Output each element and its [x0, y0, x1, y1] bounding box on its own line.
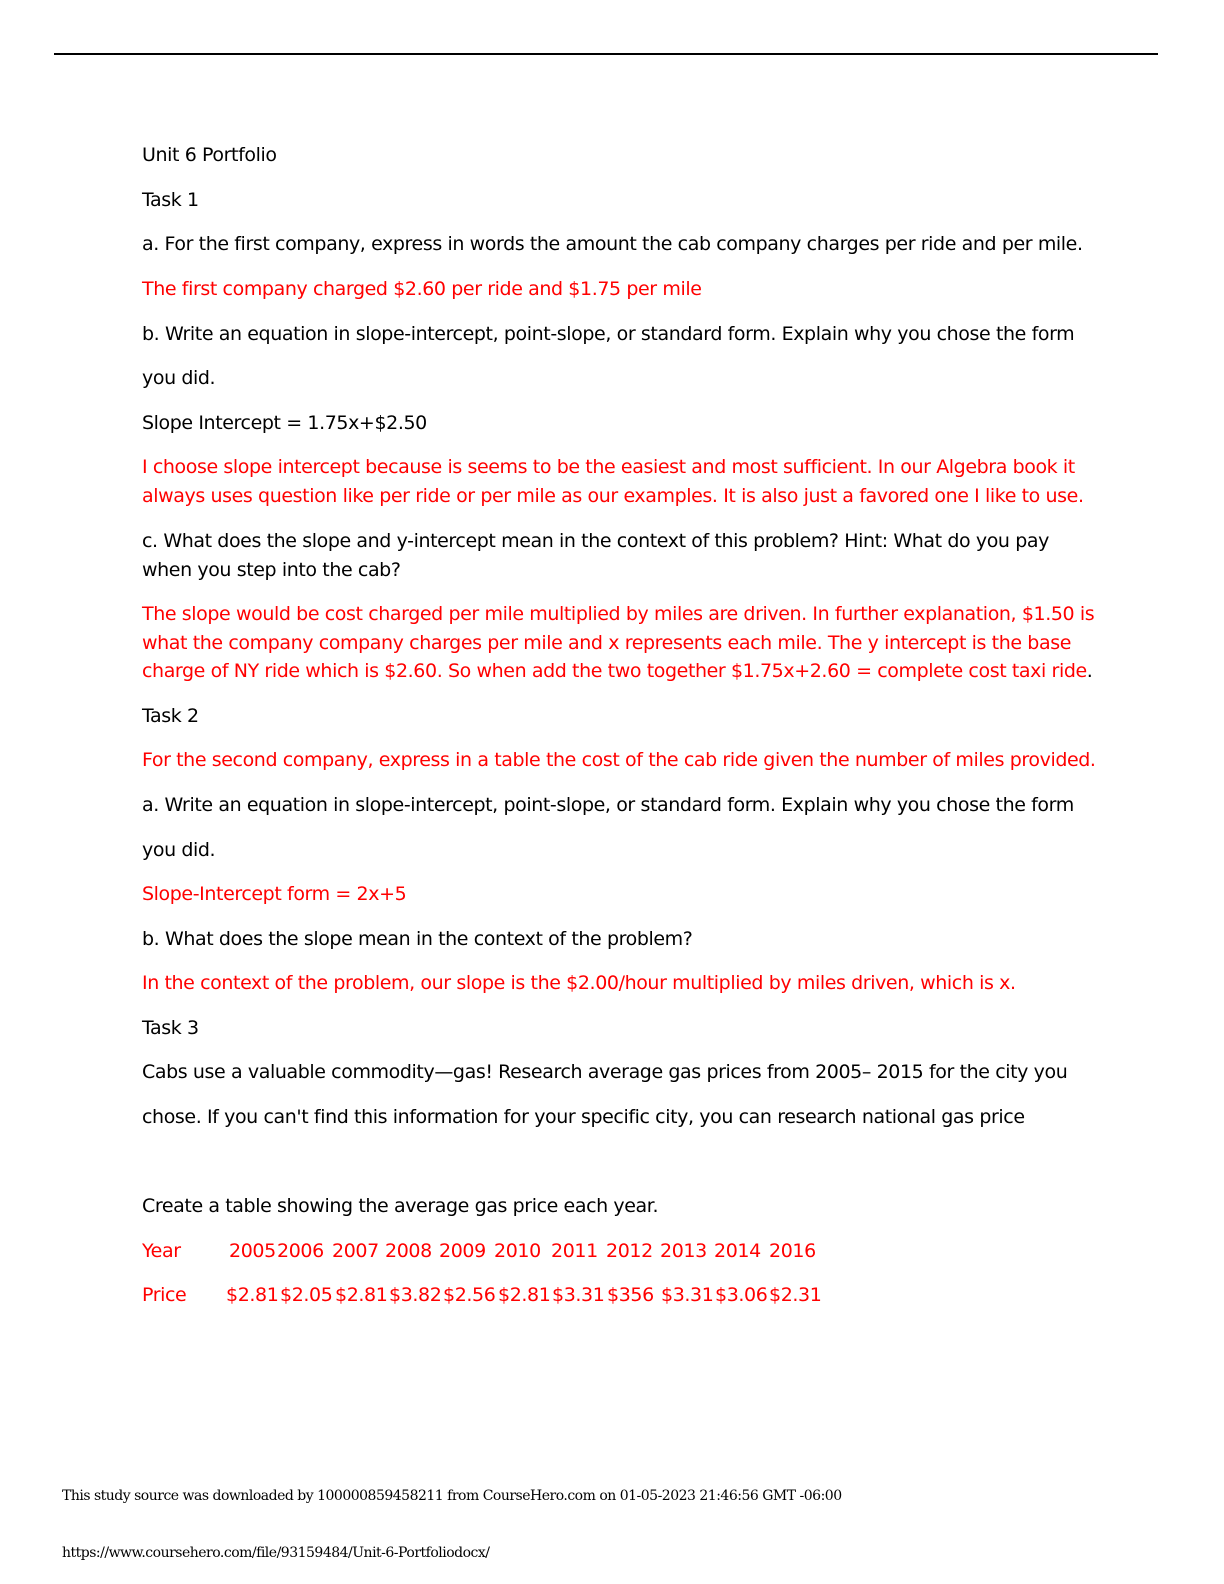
- task1-question-c-line1: c. What does the slope and y-intercept mean in the context of this problem? Hint: What do you pay: [142, 530, 1049, 552]
- gas-year-cell: 2010: [494, 1240, 541, 1262]
- task1-heading: Task 1: [142, 189, 199, 211]
- task1-answer-c-line3-text: charge of NY ride which is $2.60. So when add the two together $1.75x+2.60 = complete cost taxi ride: [142, 660, 1087, 682]
- gas-table-price-label: Price: [142, 1284, 187, 1306]
- task1-answer-b-line2: always uses question like per ride or per mile as our examples. It is also just a favored one I like to use.: [142, 485, 1084, 507]
- gas-price-cell: $2.05: [280, 1284, 333, 1306]
- gas-price-cell: $3.31: [552, 1284, 605, 1306]
- task1-answer-a: The first company charged $2.60 per ride and $1.75 per mile: [142, 278, 702, 300]
- task2-answer-a: Slope-Intercept form = 2x+5: [142, 883, 407, 905]
- gas-price-cell: $2.81: [226, 1284, 279, 1306]
- gas-price-cell: $2.81: [335, 1284, 388, 1306]
- gas-year-cell: 2013: [660, 1240, 707, 1262]
- gas-year-cell: 2012: [606, 1240, 653, 1262]
- gas-price-cell: $2.31: [769, 1284, 822, 1306]
- gas-price-cell: $3.82: [389, 1284, 442, 1306]
- task1-question-b-line2: you did.: [142, 367, 216, 389]
- task1-answer-c-line3-period: .: [1086, 660, 1093, 682]
- gas-price-cell: $356: [607, 1284, 654, 1306]
- gas-year-cell: 2009: [439, 1240, 486, 1262]
- task3-intro-line1: Cabs use a valuable commodity—gas! Research average gas prices from 2005– 2015 for the city you: [142, 1061, 1068, 1083]
- gas-table-price-row: [142, 1281, 1042, 1310]
- task2-intro: For the second company, express in a table the cost of the cab ride given the number of miles provided.: [142, 749, 1096, 771]
- task1-answer-c-line2: what the company company charges per mile and x represents each mile. The y intercept is the base: [142, 632, 1071, 654]
- gas-table-year-row: [142, 1237, 1042, 1266]
- gas-year-cell: 2007: [332, 1240, 379, 1262]
- gas-year-cell: 2011: [551, 1240, 598, 1262]
- source-url[interactable]: https://www.coursehero.com/file/93159484/Unit-6-Portfoliodocx/: [62, 1545, 490, 1561]
- header-rule: [54, 53, 1158, 55]
- task1-answer-b-line1: I choose slope intercept because is seems to be the easiest and most sufficient. In our Algebra book it: [142, 456, 1075, 478]
- task2-heading: Task 2: [142, 705, 199, 727]
- task1-answer-c-line1: The slope would be cost charged per mile multiplied by miles are driven. In further explanation, $1.50 is: [142, 603, 1095, 625]
- gas-table-year-label: Year: [142, 1240, 181, 1262]
- task1-question-c-line2: when you step into the cab?: [142, 559, 401, 581]
- gas-price-cell: $2.81: [498, 1284, 551, 1306]
- task1-answer-c-line3: [142, 657, 1092, 686]
- task2-question-a-line2: you did.: [142, 839, 216, 861]
- gas-year-cell: 2008: [385, 1240, 432, 1262]
- gas-year-cell: 2016: [769, 1240, 816, 1262]
- task3-heading: Task 3: [142, 1017, 199, 1039]
- gas-year-cell: 2006: [277, 1240, 324, 1262]
- gas-year-cell: 2005: [229, 1240, 276, 1262]
- task3-intro-line2: chose. If you can't find this information for your specific city, you can research national gas price: [142, 1106, 1025, 1128]
- gas-price-cell: $3.31: [661, 1284, 714, 1306]
- task3-table-question: Create a table showing the average gas price each year.: [142, 1195, 659, 1217]
- task2-question-b: b. What does the slope mean in the context of the problem?: [142, 928, 693, 950]
- document-title: Unit 6 Portfolio: [142, 144, 277, 166]
- download-note: This study source was downloaded by 100000859458211 from CourseHero.com on 01-05-2023 21:46:56 GMT -06:00: [62, 1488, 842, 1504]
- task1-question-b-line1: b. Write an equation in slope-intercept, point-slope, or standard form. Explain why you chose the form: [142, 323, 1075, 345]
- task1-equation: Slope Intercept = 1.75x+$2.50: [142, 412, 427, 434]
- task2-answer-b: In the context of the problem, our slope is the $2.00/hour multiplied by miles driven, which is x.: [142, 972, 1016, 994]
- gas-price-cell: $3.06: [715, 1284, 768, 1306]
- task1-question-a: a. For the first company, express in words the amount the cab company charges per ride and per mile.: [142, 233, 1083, 255]
- gas-year-cell: 2014: [714, 1240, 761, 1262]
- gas-price-cell: $2.56: [443, 1284, 496, 1306]
- task2-question-a-line1: a. Write an equation in slope-intercept, point-slope, or standard form. Explain why you chose the form: [142, 794, 1074, 816]
